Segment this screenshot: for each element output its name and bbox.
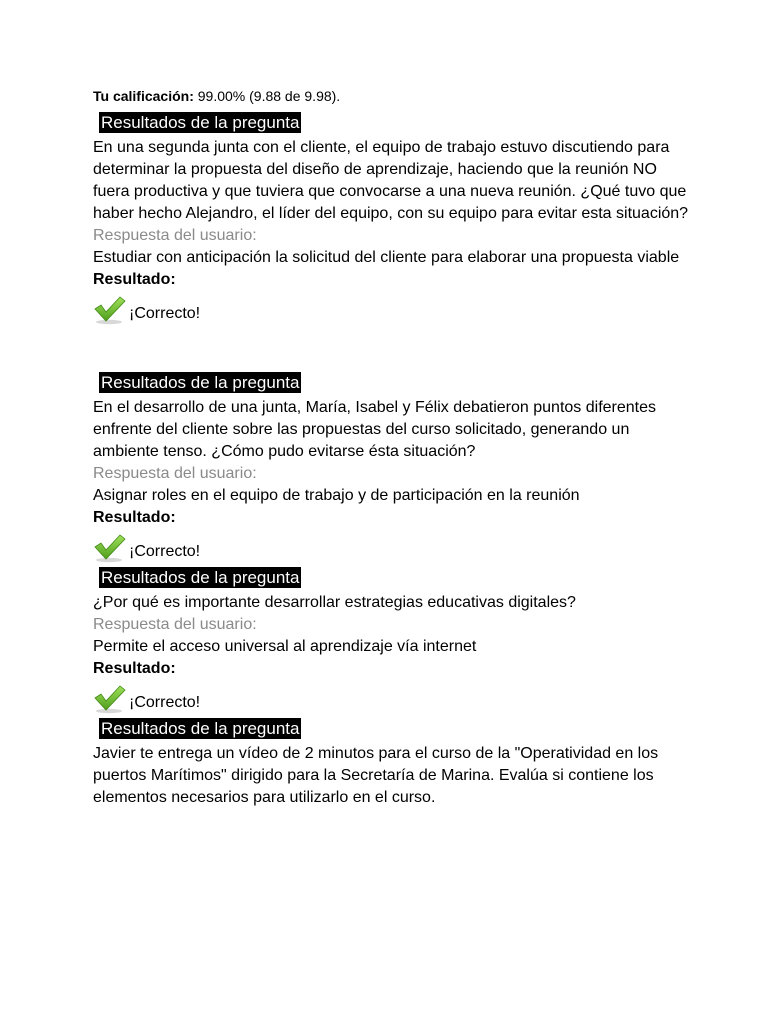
question-text: En el desarrollo de una junta, María, Isabel y Félix debatieron puntos diferentes enfrente del cliente sobre las propuestas del curso solicitado, generando un ambiente tenso. ¿Cómo pudo evitarse ésta situación? xyxy=(93,399,656,460)
result-row xyxy=(93,529,693,563)
result-text: ¡Correcto! xyxy=(129,305,201,322)
question-result-2 xyxy=(93,372,693,563)
question-result-1 xyxy=(93,112,693,325)
checkmark-icon xyxy=(93,533,127,563)
checkmark-icon xyxy=(93,295,127,325)
question-text: En una segunda junta con el cliente, el equipo de trabajo estuvo discutiendo para determinar la propuesta del diseño de aprendizaje, haciendo que la reunión NO fuera productiva y que tuviera que convocarse a una nueva reunión. ¿Qué tuvo que haber hecho Alejandro, el líder del equipo, con su equipo para evitar esta situación? xyxy=(93,139,689,222)
user-answer-label: Respuesta del usuario: xyxy=(93,616,257,633)
result-text: ¡Correcto! xyxy=(129,543,201,560)
question-results-header: Resultados de la pregunta xyxy=(101,719,300,738)
question-results-header: Resultados de la pregunta xyxy=(101,113,300,132)
quiz-results-page xyxy=(93,86,693,806)
question-result-4 xyxy=(93,718,693,809)
result-text: ¡Correcto! xyxy=(129,694,201,711)
user-answer-text: Estudiar con anticipación la solicitud del cliente para elaborar una propuesta viable xyxy=(93,249,680,266)
user-answer-label: Respuesta del usuario: xyxy=(93,227,257,244)
user-answer-text: Permite el acceso universal al aprendizaje vía internet xyxy=(93,638,477,655)
score-label: Tu calificación: xyxy=(93,88,194,104)
question-text: Javier te entrega un vídeo de 2 minutos para el curso de la "Operatividad en los puertos Marítimos" dirigido para la Secretaría de Marina. Evalúa si contiene los elementos necesarios para utilizarlo en el curso. xyxy=(93,745,659,806)
score-value: 99.00% (9.88 de 9.98). xyxy=(193,88,341,104)
checkmark-icon xyxy=(93,684,127,714)
result-row xyxy=(93,680,693,714)
user-answer-label: Respuesta del usuario: xyxy=(93,465,257,482)
score-line xyxy=(93,86,693,106)
question-results-header: Resultados de la pregunta xyxy=(101,568,300,587)
result-label: Resultado: xyxy=(93,509,176,526)
question-results-header: Resultados de la pregunta xyxy=(101,373,300,392)
result-row xyxy=(93,291,693,325)
question-text: ¿Por qué es importante desarrollar estrategias educativas digitales? xyxy=(93,594,576,611)
result-label: Resultado: xyxy=(93,271,176,288)
user-answer-text: Asignar roles en el equipo de trabajo y de participación en la reunión xyxy=(93,487,580,504)
question-result-3 xyxy=(93,567,693,714)
result-label: Resultado: xyxy=(93,660,176,677)
